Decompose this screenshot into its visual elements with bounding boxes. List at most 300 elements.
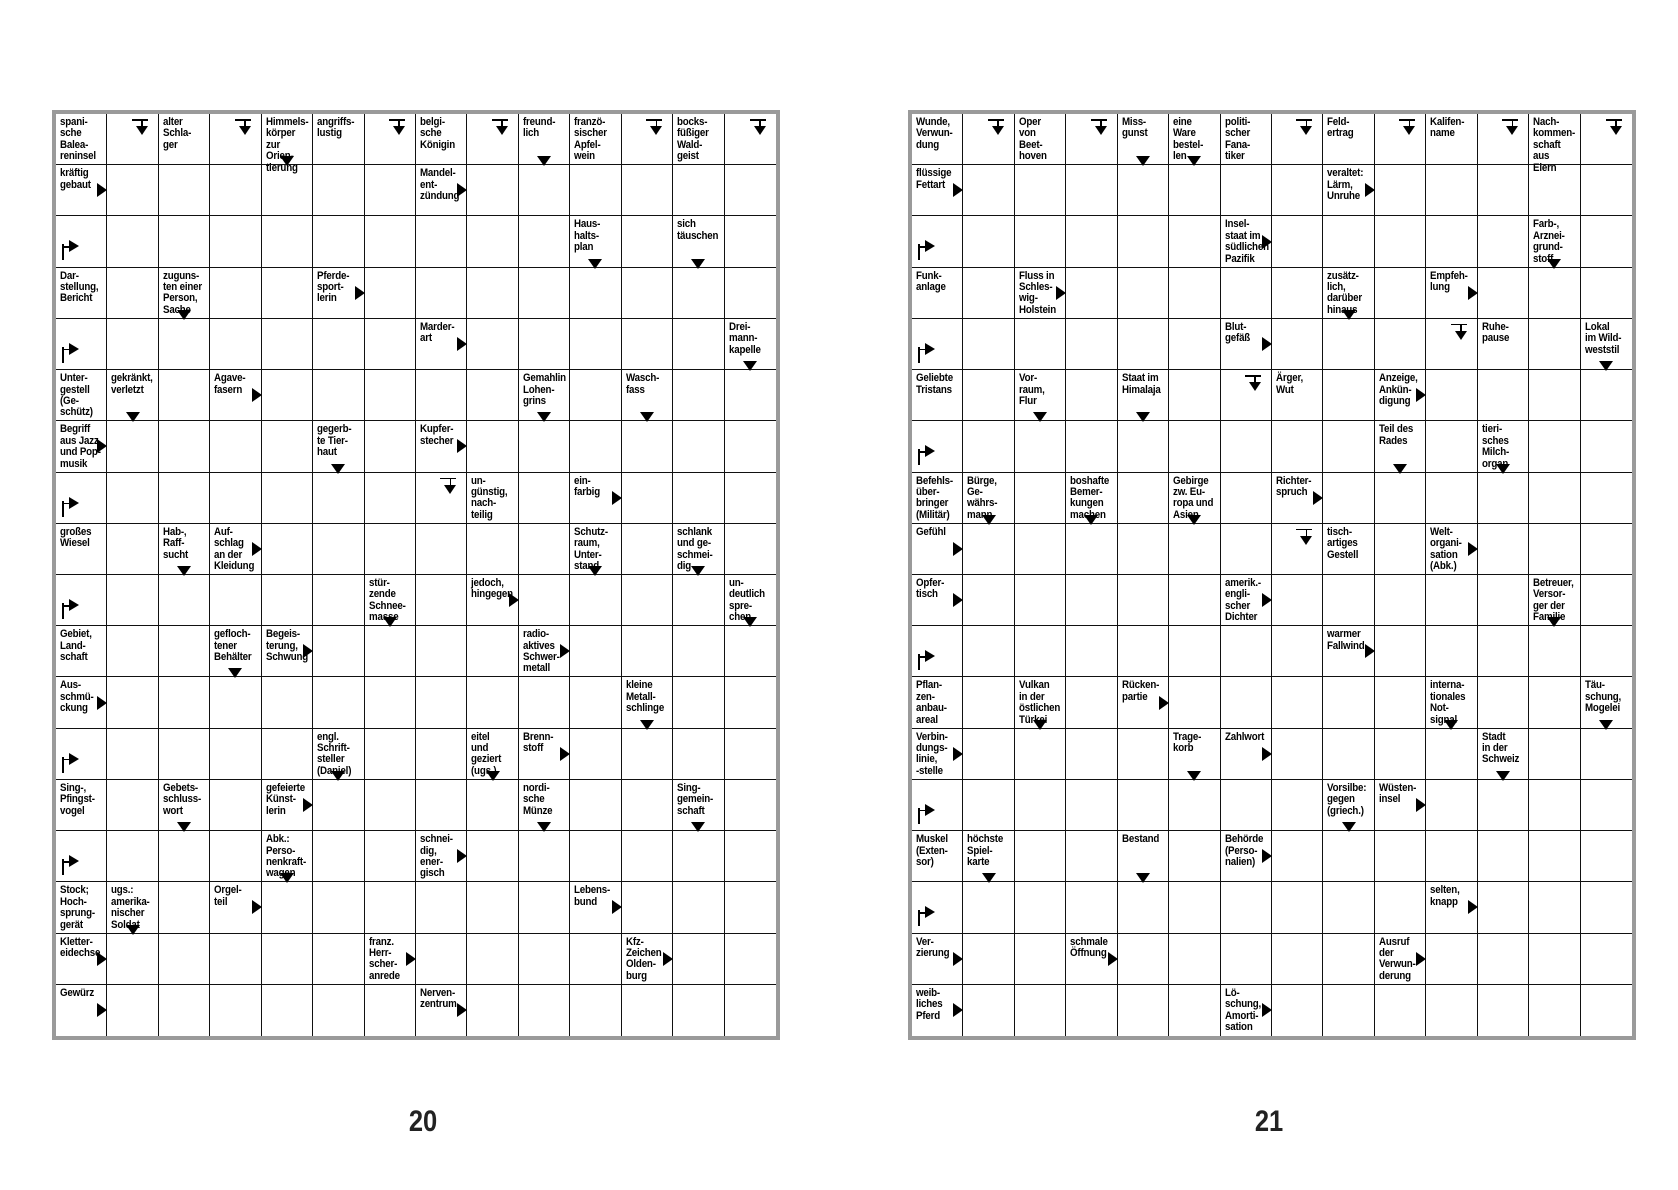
answer-cell[interactable] <box>725 934 776 985</box>
answer-cell[interactable] <box>159 421 210 472</box>
answer-cell[interactable] <box>1375 524 1426 575</box>
answer-cell[interactable] <box>365 370 416 421</box>
answer-cell[interactable] <box>1581 165 1632 216</box>
answer-cell[interactable] <box>1169 882 1220 933</box>
answer-cell[interactable] <box>1272 677 1323 728</box>
answer-cell[interactable] <box>1015 575 1066 626</box>
answer-cell[interactable] <box>1118 165 1169 216</box>
answer-cell[interactable] <box>1015 524 1066 575</box>
answer-cell[interactable] <box>1478 268 1529 319</box>
answer-cell[interactable] <box>1169 319 1220 370</box>
answer-cell[interactable] <box>416 268 467 319</box>
answer-cell[interactable] <box>1529 370 1580 421</box>
answer-cell[interactable] <box>1529 319 1580 370</box>
answer-cell[interactable] <box>159 473 210 524</box>
answer-cell[interactable] <box>365 985 416 1036</box>
answer-cell[interactable] <box>1529 626 1580 677</box>
answer-cell[interactable] <box>1426 729 1477 780</box>
answer-cell[interactable] <box>963 524 1014 575</box>
answer-cell[interactable] <box>1015 421 1066 472</box>
answer-cell[interactable] <box>963 677 1014 728</box>
answer-cell[interactable] <box>1015 985 1066 1036</box>
answer-cell[interactable] <box>673 677 724 728</box>
answer-cell[interactable] <box>1529 934 1580 985</box>
answer-cell[interactable] <box>1221 677 1272 728</box>
answer-cell[interactable] <box>519 268 570 319</box>
answer-cell[interactable] <box>725 729 776 780</box>
answer-cell[interactable] <box>963 575 1014 626</box>
answer-cell[interactable] <box>262 473 313 524</box>
answer-cell[interactable] <box>1375 831 1426 882</box>
answer-cell[interactable] <box>467 780 518 831</box>
answer-cell[interactable] <box>1529 473 1580 524</box>
answer-cell[interactable] <box>1478 165 1529 216</box>
answer-cell[interactable] <box>1066 421 1117 472</box>
answer-cell[interactable] <box>107 473 158 524</box>
answer-cell[interactable] <box>159 934 210 985</box>
answer-cell[interactable] <box>673 319 724 370</box>
answer-cell[interactable] <box>262 370 313 421</box>
answer-cell[interactable] <box>622 831 673 882</box>
answer-cell[interactable] <box>365 473 416 524</box>
answer-cell[interactable] <box>1581 575 1632 626</box>
answer-cell[interactable] <box>1169 421 1220 472</box>
answer-cell[interactable] <box>622 985 673 1036</box>
answer-cell[interactable] <box>313 575 364 626</box>
answer-cell[interactable] <box>107 677 158 728</box>
answer-cell[interactable] <box>1375 216 1426 267</box>
answer-cell[interactable] <box>1272 268 1323 319</box>
answer-cell[interactable] <box>1015 729 1066 780</box>
answer-cell[interactable] <box>963 626 1014 677</box>
answer-cell[interactable] <box>963 780 1014 831</box>
answer-cell[interactable] <box>107 268 158 319</box>
answer-cell[interactable] <box>1118 319 1169 370</box>
answer-cell[interactable] <box>1118 780 1169 831</box>
answer-cell[interactable] <box>570 729 621 780</box>
answer-cell[interactable] <box>1529 985 1580 1036</box>
answer-cell[interactable] <box>262 268 313 319</box>
answer-cell[interactable] <box>1375 575 1426 626</box>
answer-cell[interactable] <box>1478 473 1529 524</box>
answer-cell[interactable] <box>1272 165 1323 216</box>
answer-cell[interactable] <box>159 319 210 370</box>
answer-cell[interactable] <box>570 319 621 370</box>
answer-cell[interactable] <box>1015 780 1066 831</box>
answer-cell[interactable] <box>1529 165 1580 216</box>
answer-cell[interactable] <box>1272 985 1323 1036</box>
answer-cell[interactable] <box>1221 780 1272 831</box>
answer-cell[interactable] <box>963 421 1014 472</box>
answer-cell[interactable] <box>416 882 467 933</box>
answer-cell[interactable] <box>1426 421 1477 472</box>
answer-cell[interactable] <box>1375 677 1426 728</box>
answer-cell[interactable] <box>519 934 570 985</box>
answer-cell[interactable] <box>963 985 1014 1036</box>
answer-cell[interactable] <box>1118 216 1169 267</box>
answer-cell[interactable] <box>1066 831 1117 882</box>
answer-cell[interactable] <box>467 985 518 1036</box>
answer-cell[interactable] <box>159 575 210 626</box>
answer-cell[interactable] <box>365 882 416 933</box>
answer-cell[interactable] <box>365 165 416 216</box>
answer-cell[interactable] <box>1272 216 1323 267</box>
answer-cell[interactable] <box>1169 985 1220 1036</box>
answer-cell[interactable] <box>1529 780 1580 831</box>
answer-cell[interactable] <box>159 882 210 933</box>
answer-cell[interactable] <box>210 216 261 267</box>
answer-cell[interactable] <box>673 370 724 421</box>
answer-cell[interactable] <box>365 729 416 780</box>
answer-cell[interactable] <box>1015 165 1066 216</box>
answer-cell[interactable] <box>1169 216 1220 267</box>
answer-cell[interactable] <box>570 421 621 472</box>
answer-cell[interactable] <box>365 831 416 882</box>
answer-cell[interactable] <box>1529 421 1580 472</box>
answer-cell[interactable] <box>467 216 518 267</box>
answer-cell[interactable] <box>467 319 518 370</box>
answer-cell[interactable] <box>1581 370 1632 421</box>
answer-cell[interactable] <box>1169 370 1220 421</box>
answer-cell[interactable] <box>467 882 518 933</box>
answer-cell[interactable] <box>622 780 673 831</box>
answer-cell[interactable] <box>313 626 364 677</box>
answer-cell[interactable] <box>365 780 416 831</box>
answer-cell[interactable] <box>313 934 364 985</box>
answer-cell[interactable] <box>1323 677 1374 728</box>
answer-cell[interactable] <box>313 165 364 216</box>
answer-cell[interactable] <box>1478 575 1529 626</box>
answer-cell[interactable] <box>365 268 416 319</box>
answer-cell[interactable] <box>1426 831 1477 882</box>
answer-cell[interactable] <box>1169 831 1220 882</box>
answer-cell[interactable] <box>1272 882 1323 933</box>
answer-cell[interactable] <box>1529 882 1580 933</box>
answer-cell[interactable] <box>1375 268 1426 319</box>
answer-cell[interactable] <box>1478 626 1529 677</box>
answer-cell[interactable] <box>1426 473 1477 524</box>
answer-cell[interactable] <box>1426 216 1477 267</box>
answer-cell[interactable] <box>159 626 210 677</box>
answer-cell[interactable] <box>1323 216 1374 267</box>
answer-cell[interactable] <box>1426 780 1477 831</box>
answer-cell[interactable] <box>107 626 158 677</box>
answer-cell[interactable] <box>725 473 776 524</box>
answer-cell[interactable] <box>1066 319 1117 370</box>
answer-cell[interactable] <box>262 934 313 985</box>
answer-cell[interactable] <box>963 319 1014 370</box>
answer-cell[interactable] <box>1426 934 1477 985</box>
answer-cell[interactable] <box>519 882 570 933</box>
answer-cell[interactable] <box>210 934 261 985</box>
answer-cell[interactable] <box>1581 882 1632 933</box>
answer-cell[interactable] <box>622 626 673 677</box>
answer-cell[interactable] <box>725 268 776 319</box>
answer-cell[interactable] <box>570 165 621 216</box>
answer-cell[interactable] <box>107 165 158 216</box>
answer-cell[interactable] <box>1323 575 1374 626</box>
answer-cell[interactable] <box>262 729 313 780</box>
answer-cell[interactable] <box>1375 882 1426 933</box>
answer-cell[interactable] <box>725 882 776 933</box>
answer-cell[interactable] <box>1169 575 1220 626</box>
answer-cell[interactable] <box>1323 831 1374 882</box>
answer-cell[interactable] <box>1478 934 1529 985</box>
answer-cell[interactable] <box>365 677 416 728</box>
answer-cell[interactable] <box>1272 626 1323 677</box>
answer-cell[interactable] <box>416 934 467 985</box>
answer-cell[interactable] <box>313 780 364 831</box>
answer-cell[interactable] <box>1015 319 1066 370</box>
answer-cell[interactable] <box>1066 370 1117 421</box>
answer-cell[interactable] <box>210 575 261 626</box>
answer-cell[interactable] <box>1478 524 1529 575</box>
answer-cell[interactable] <box>519 524 570 575</box>
answer-cell[interactable] <box>1066 677 1117 728</box>
answer-cell[interactable] <box>1323 934 1374 985</box>
answer-cell[interactable] <box>1066 882 1117 933</box>
answer-cell[interactable] <box>1066 216 1117 267</box>
answer-cell[interactable] <box>1529 524 1580 575</box>
answer-cell[interactable] <box>313 370 364 421</box>
answer-cell[interactable] <box>519 473 570 524</box>
answer-cell[interactable] <box>1323 319 1374 370</box>
answer-cell[interactable] <box>1581 831 1632 882</box>
answer-cell[interactable] <box>1426 575 1477 626</box>
answer-cell[interactable] <box>107 319 158 370</box>
answer-cell[interactable] <box>1066 268 1117 319</box>
answer-cell[interactable] <box>313 882 364 933</box>
answer-cell[interactable] <box>1375 165 1426 216</box>
answer-cell[interactable] <box>365 319 416 370</box>
answer-cell[interactable] <box>963 268 1014 319</box>
answer-cell[interactable] <box>313 473 364 524</box>
answer-cell[interactable] <box>725 626 776 677</box>
answer-cell[interactable] <box>1118 626 1169 677</box>
answer-cell[interactable] <box>570 626 621 677</box>
answer-cell[interactable] <box>159 677 210 728</box>
answer-cell[interactable] <box>1066 729 1117 780</box>
answer-cell[interactable] <box>725 831 776 882</box>
answer-cell[interactable] <box>1272 575 1323 626</box>
answer-cell[interactable] <box>467 524 518 575</box>
answer-cell[interactable] <box>210 831 261 882</box>
answer-cell[interactable] <box>1066 575 1117 626</box>
answer-cell[interactable] <box>622 216 673 267</box>
answer-cell[interactable] <box>262 421 313 472</box>
answer-cell[interactable] <box>622 473 673 524</box>
answer-cell[interactable] <box>1066 780 1117 831</box>
answer-cell[interactable] <box>1272 421 1323 472</box>
answer-cell[interactable] <box>467 677 518 728</box>
answer-cell[interactable] <box>210 165 261 216</box>
answer-cell[interactable] <box>673 575 724 626</box>
answer-cell[interactable] <box>107 524 158 575</box>
answer-cell[interactable] <box>1426 370 1477 421</box>
answer-cell[interactable] <box>1015 626 1066 677</box>
answer-cell[interactable] <box>467 370 518 421</box>
answer-cell[interactable] <box>1118 729 1169 780</box>
answer-cell[interactable] <box>262 677 313 728</box>
answer-cell[interactable] <box>107 780 158 831</box>
answer-cell[interactable] <box>1221 473 1272 524</box>
answer-cell[interactable] <box>1169 165 1220 216</box>
answer-cell[interactable] <box>107 831 158 882</box>
answer-cell[interactable] <box>622 421 673 472</box>
answer-cell[interactable] <box>725 216 776 267</box>
answer-cell[interactable] <box>673 831 724 882</box>
answer-cell[interactable] <box>963 216 1014 267</box>
answer-cell[interactable] <box>313 319 364 370</box>
answer-cell[interactable] <box>519 165 570 216</box>
answer-cell[interactable] <box>1118 268 1169 319</box>
answer-cell[interactable] <box>1221 268 1272 319</box>
answer-cell[interactable] <box>1478 370 1529 421</box>
answer-cell[interactable] <box>673 626 724 677</box>
answer-cell[interactable] <box>622 319 673 370</box>
answer-cell[interactable] <box>519 319 570 370</box>
answer-cell[interactable] <box>1169 677 1220 728</box>
answer-cell[interactable] <box>1169 268 1220 319</box>
answer-cell[interactable] <box>963 729 1014 780</box>
answer-cell[interactable] <box>313 677 364 728</box>
answer-cell[interactable] <box>673 165 724 216</box>
answer-cell[interactable] <box>1529 831 1580 882</box>
answer-cell[interactable] <box>262 985 313 1036</box>
answer-cell[interactable] <box>365 524 416 575</box>
answer-cell[interactable] <box>622 882 673 933</box>
answer-cell[interactable] <box>1221 626 1272 677</box>
answer-cell[interactable] <box>262 882 313 933</box>
answer-cell[interactable] <box>1478 831 1529 882</box>
answer-cell[interactable] <box>570 934 621 985</box>
answer-cell[interactable] <box>1221 882 1272 933</box>
answer-cell[interactable] <box>159 729 210 780</box>
answer-cell[interactable] <box>107 985 158 1036</box>
answer-cell[interactable] <box>622 165 673 216</box>
answer-cell[interactable] <box>107 575 158 626</box>
answer-cell[interactable] <box>519 575 570 626</box>
answer-cell[interactable] <box>262 575 313 626</box>
answer-cell[interactable] <box>519 831 570 882</box>
answer-cell[interactable] <box>313 216 364 267</box>
answer-cell[interactable] <box>673 268 724 319</box>
answer-cell[interactable] <box>210 268 261 319</box>
answer-cell[interactable] <box>725 165 776 216</box>
answer-cell[interactable] <box>1118 524 1169 575</box>
answer-cell[interactable] <box>1118 985 1169 1036</box>
answer-cell[interactable] <box>1581 729 1632 780</box>
answer-cell[interactable] <box>725 524 776 575</box>
answer-cell[interactable] <box>1581 934 1632 985</box>
answer-cell[interactable] <box>262 319 313 370</box>
answer-cell[interactable] <box>622 524 673 575</box>
answer-cell[interactable] <box>416 677 467 728</box>
answer-cell[interactable] <box>467 831 518 882</box>
answer-cell[interactable] <box>1581 473 1632 524</box>
answer-cell[interactable] <box>1015 216 1066 267</box>
answer-cell[interactable] <box>1066 985 1117 1036</box>
answer-cell[interactable] <box>159 370 210 421</box>
answer-cell[interactable] <box>570 780 621 831</box>
answer-cell[interactable] <box>1118 575 1169 626</box>
answer-cell[interactable] <box>673 985 724 1036</box>
answer-cell[interactable] <box>1118 882 1169 933</box>
answer-cell[interactable] <box>313 985 364 1036</box>
answer-cell[interactable] <box>1478 780 1529 831</box>
answer-cell[interactable] <box>159 985 210 1036</box>
answer-cell[interactable] <box>1221 524 1272 575</box>
answer-cell[interactable] <box>963 934 1014 985</box>
answer-cell[interactable] <box>725 780 776 831</box>
answer-cell[interactable] <box>1375 319 1426 370</box>
answer-cell[interactable] <box>467 421 518 472</box>
answer-cell[interactable] <box>673 473 724 524</box>
answer-cell[interactable] <box>570 268 621 319</box>
answer-cell[interactable] <box>416 575 467 626</box>
answer-cell[interactable] <box>1169 626 1220 677</box>
answer-cell[interactable] <box>1015 473 1066 524</box>
answer-cell[interactable] <box>1426 165 1477 216</box>
answer-cell[interactable] <box>1323 370 1374 421</box>
answer-cell[interactable] <box>1581 421 1632 472</box>
answer-cell[interactable] <box>1118 421 1169 472</box>
answer-cell[interactable] <box>1169 780 1220 831</box>
answer-cell[interactable] <box>1426 626 1477 677</box>
answer-cell[interactable] <box>1478 882 1529 933</box>
answer-cell[interactable] <box>1478 216 1529 267</box>
answer-cell[interactable] <box>365 421 416 472</box>
answer-cell[interactable] <box>1015 882 1066 933</box>
answer-cell[interactable] <box>519 985 570 1036</box>
answer-cell[interactable] <box>1015 831 1066 882</box>
answer-cell[interactable] <box>519 216 570 267</box>
answer-cell[interactable] <box>1581 216 1632 267</box>
answer-cell[interactable] <box>416 626 467 677</box>
answer-cell[interactable] <box>1529 677 1580 728</box>
answer-cell[interactable] <box>570 575 621 626</box>
answer-cell[interactable] <box>1426 985 1477 1036</box>
answer-cell[interactable] <box>1272 934 1323 985</box>
answer-cell[interactable] <box>1529 268 1580 319</box>
answer-cell[interactable] <box>159 165 210 216</box>
answer-cell[interactable] <box>725 421 776 472</box>
answer-cell[interactable] <box>1221 165 1272 216</box>
answer-cell[interactable] <box>313 524 364 575</box>
answer-cell[interactable] <box>1581 524 1632 575</box>
answer-cell[interactable] <box>365 626 416 677</box>
answer-cell[interactable] <box>1015 934 1066 985</box>
answer-cell[interactable] <box>1272 831 1323 882</box>
answer-cell[interactable] <box>262 524 313 575</box>
answer-cell[interactable] <box>210 473 261 524</box>
answer-cell[interactable] <box>313 831 364 882</box>
answer-cell[interactable] <box>1066 524 1117 575</box>
answer-cell[interactable] <box>1169 934 1220 985</box>
answer-cell[interactable] <box>210 729 261 780</box>
answer-cell[interactable] <box>725 677 776 728</box>
answer-cell[interactable] <box>1323 729 1374 780</box>
answer-cell[interactable] <box>519 677 570 728</box>
answer-cell[interactable] <box>107 421 158 472</box>
answer-cell[interactable] <box>1066 626 1117 677</box>
answer-cell[interactable] <box>1581 268 1632 319</box>
answer-cell[interactable] <box>159 831 210 882</box>
answer-cell[interactable] <box>1375 729 1426 780</box>
answer-cell[interactable] <box>570 831 621 882</box>
answer-cell[interactable] <box>1272 729 1323 780</box>
answer-cell[interactable] <box>1118 934 1169 985</box>
